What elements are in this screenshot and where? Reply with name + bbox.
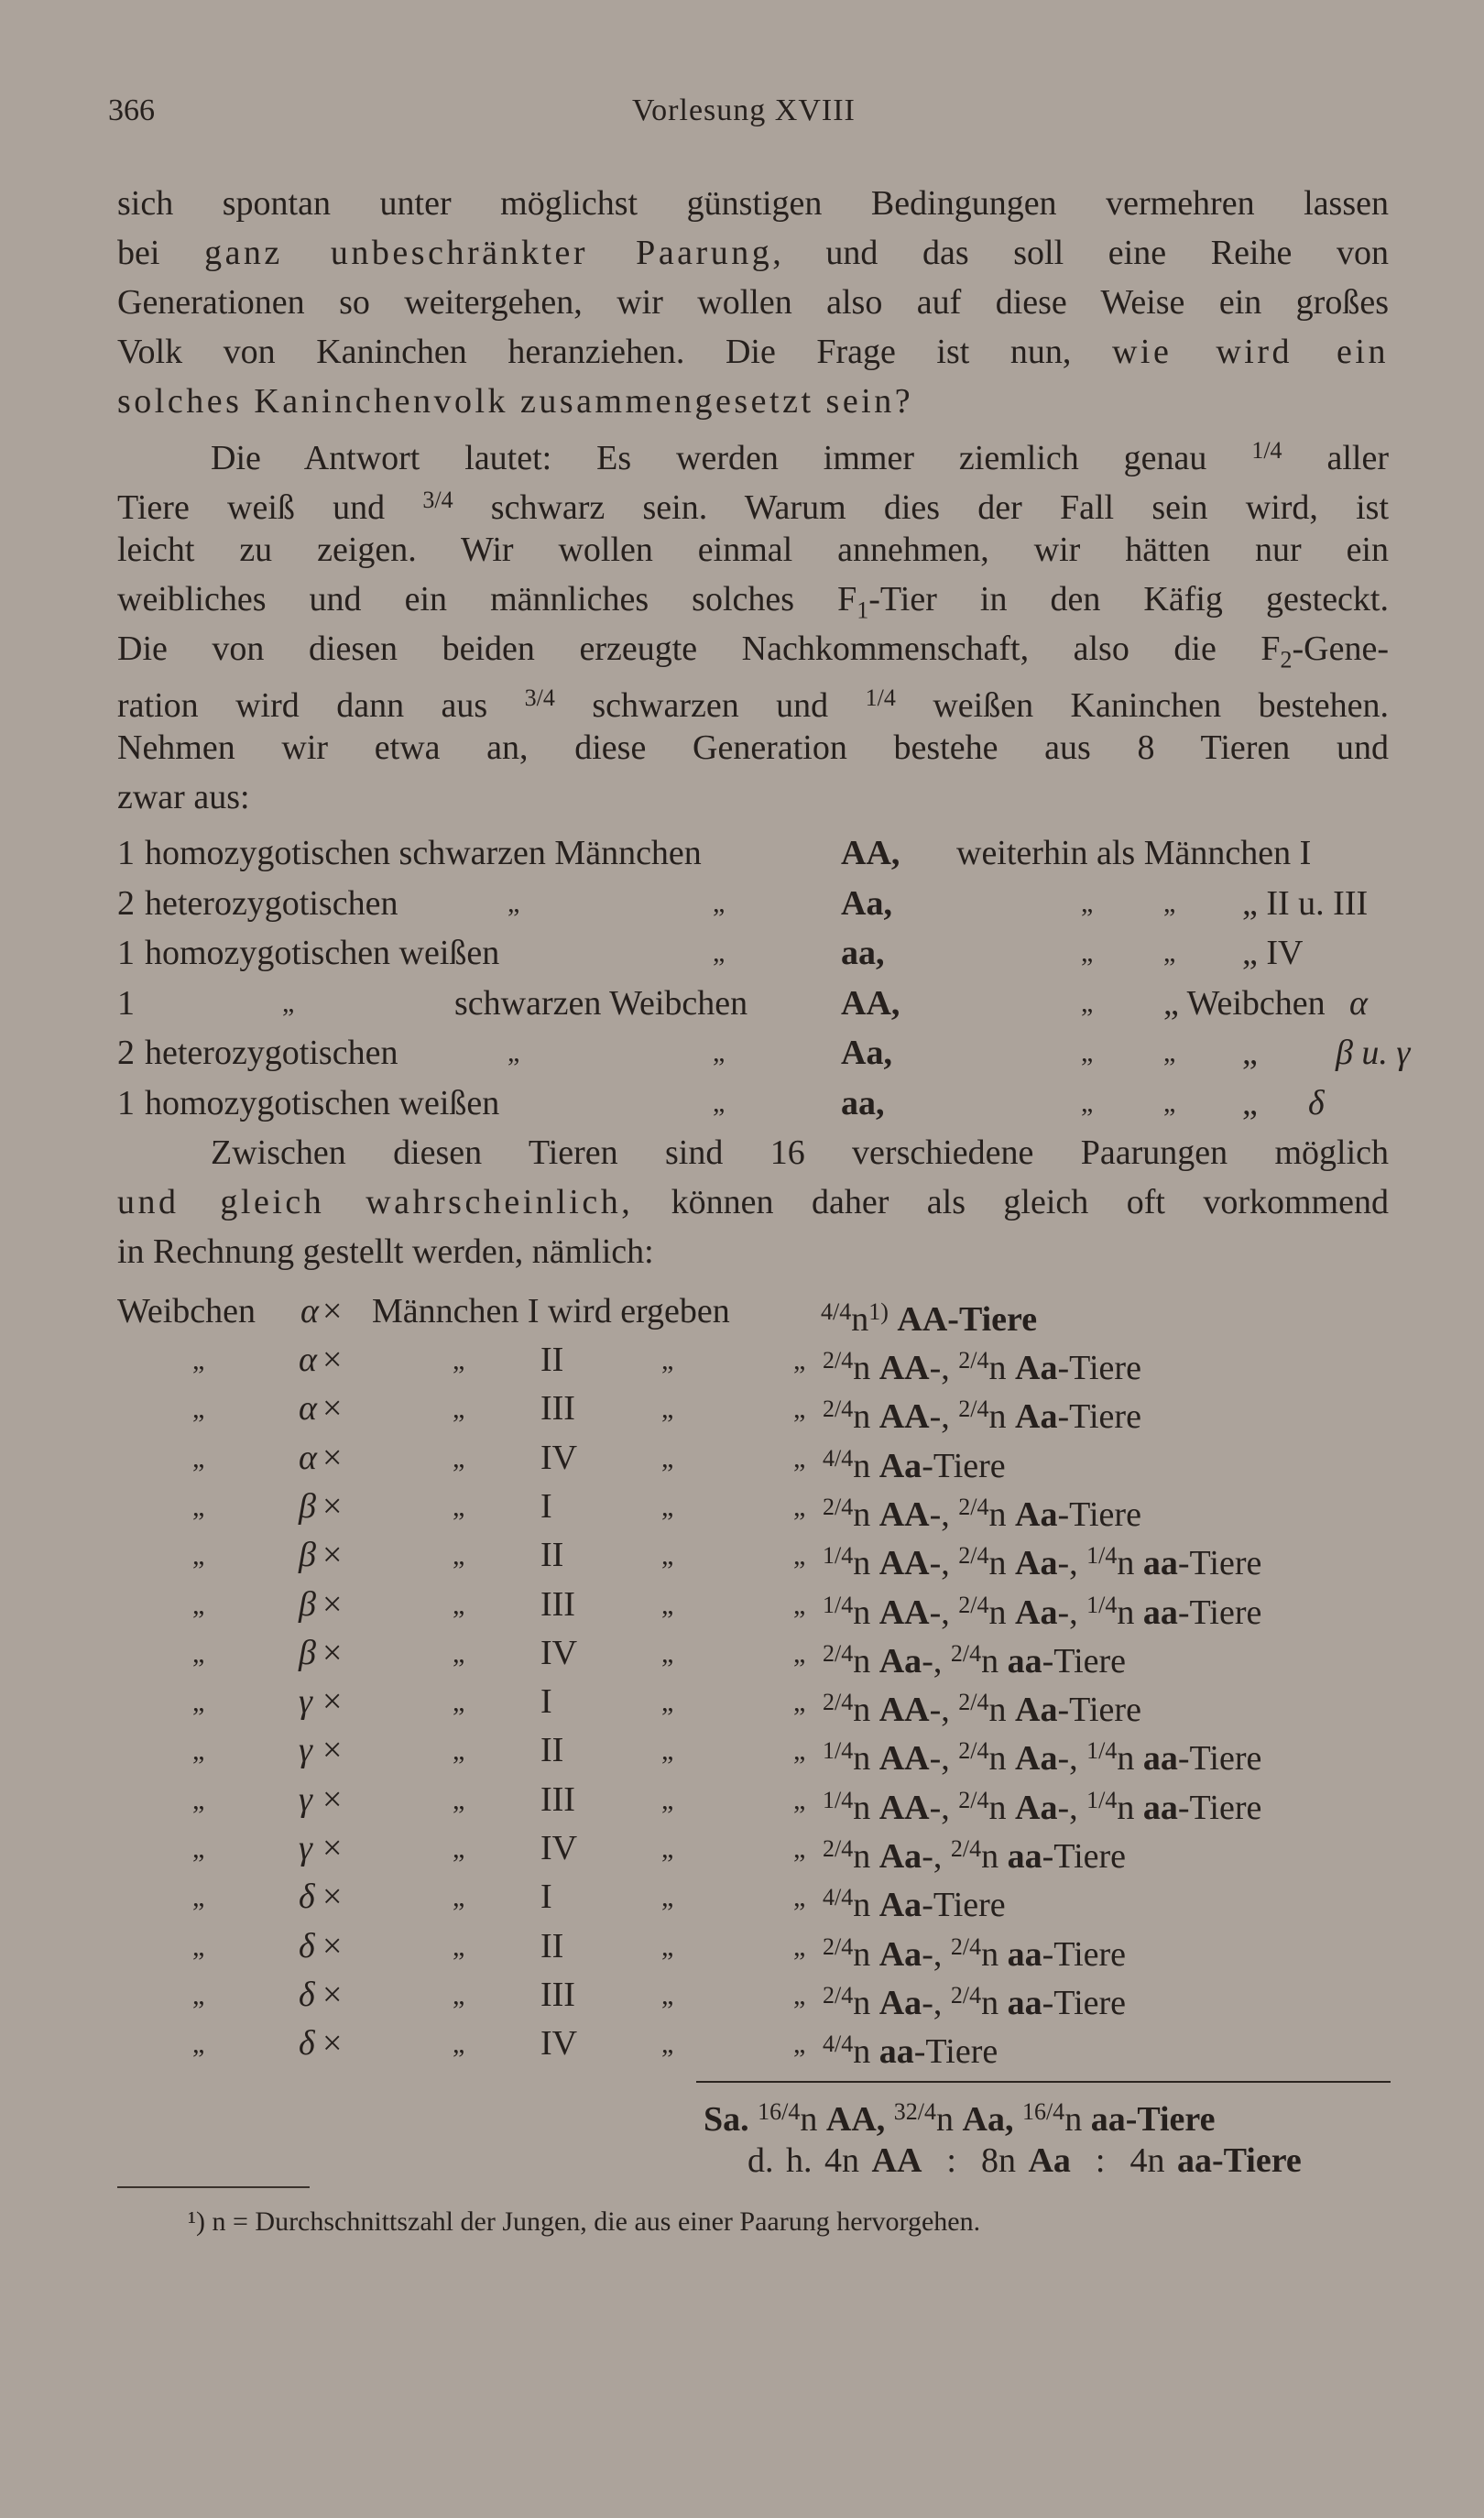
- cross-sign: ×: [322, 1486, 343, 1526]
- ditto-mark: „: [453, 1394, 465, 1425]
- cross-sign: ×: [322, 1536, 343, 1575]
- cross-row: [117, 1434, 1400, 1483]
- ditto-mark: „: [661, 1345, 674, 1375]
- animal-count: 2: [117, 883, 135, 923]
- animal-count: 2: [117, 1034, 135, 1072]
- cross-sign: ×: [322, 1926, 343, 1965]
- text-line: leicht zu zeigen. Wir wollen einmal annehmen, wir hätten nur ein: [117, 531, 1389, 569]
- text-line: Nehmen wir etwa an, diese Generation bestehe aus 8 Tieren und: [117, 728, 1389, 767]
- ditto-mark: „: [1081, 1087, 1094, 1118]
- ditto-mark: „: [793, 1784, 806, 1815]
- cross-result: $^{2/4}$n AA-, $^{2/4}$n Aa-Tiere: [823, 1347, 1141, 1387]
- genotype: aa,: [841, 934, 885, 972]
- cross-row: [117, 1824, 1400, 1876]
- text-line: bei ganz unbeschränkter Paarung, und das soll eine Reihe von: [117, 234, 1389, 272]
- female-greek: γ: [299, 1779, 312, 1819]
- ditto-mark: „: [1081, 937, 1094, 968]
- ditto-mark: „: [793, 1394, 806, 1425]
- ditto-mark: „: [793, 1540, 806, 1571]
- ditto-mark: „: [453, 1687, 465, 1718]
- animal-desc: heterozygotischen: [145, 1034, 398, 1072]
- cross-sign: ×: [322, 1779, 343, 1819]
- cross-row: [117, 1922, 1400, 1974]
- greek-label: α: [1349, 983, 1368, 1023]
- ditto-mark: „: [1163, 1037, 1176, 1067]
- ditto-mark: „: [661, 1882, 674, 1913]
- animal-desc: schwarzen Weibchen: [454, 983, 748, 1023]
- ditto-mark: „: [661, 1979, 674, 2010]
- animal-row: [117, 1028, 1411, 1078]
- cross-row: [117, 1531, 1400, 1583]
- text-line: Tiere weiß und $^{3/4}$ schwarz sein. Warum dies der Fall sein wird, ist: [117, 487, 1390, 527]
- male-numeral: II: [540, 1731, 564, 1770]
- ditto-mark: „: [453, 1931, 465, 1962]
- cross-sign: ×: [322, 1731, 343, 1770]
- male-numeral: II: [540, 1536, 564, 1575]
- cross-result: $^{4/4}$n Aa-Tiere: [823, 1884, 1006, 1925]
- genotype: AA,: [841, 834, 900, 872]
- ditto-mark: „: [453, 1589, 465, 1620]
- female-greek: β: [299, 1536, 316, 1575]
- female-greek: γ: [299, 1731, 312, 1770]
- cross-row: [117, 1873, 1400, 1925]
- ditto-mark: „: [453, 1345, 465, 1375]
- ditto-mark: „: [192, 1687, 205, 1718]
- cross-row: [117, 1971, 1400, 2020]
- sum-rule: [696, 2081, 1391, 2083]
- animal-label: weiterhin als Männchen I: [956, 834, 1312, 872]
- male-numeral: IV: [540, 2024, 578, 2064]
- cross-result: $^{2/4}$n Aa-, $^{2/4}$n aa-Tiere: [823, 1835, 1127, 1876]
- genotype: Aa,: [841, 883, 892, 923]
- ditto-mark: „: [507, 1037, 520, 1067]
- animal-desc: heterozygotischen: [145, 883, 398, 923]
- fraction: 1/4: [1251, 437, 1282, 464]
- footnote-rule: [117, 2186, 310, 2188]
- male-numeral: III: [540, 1584, 575, 1624]
- animal-label: „ IV: [1242, 934, 1304, 972]
- ditto-mark: „: [192, 2029, 205, 2060]
- ditto-mark: „: [793, 1834, 806, 1864]
- ditto-mark: „: [1081, 987, 1094, 1018]
- genotype: Aa,: [841, 1034, 892, 1072]
- ditto-mark: „: [661, 1491, 674, 1522]
- ditto-mark: „: [453, 1784, 465, 1815]
- ditto-mark: „: [661, 1589, 674, 1620]
- cross-row: [117, 1776, 1400, 1827]
- cross-result: $^{2/4}$n Aa-, $^{2/4}$n aa-Tiere: [823, 1981, 1127, 2022]
- cross-result: $^{1/4}$n AA-, $^{2/4}$n Aa-, $^{1/4}$n aa-Tiere: [823, 1737, 1262, 1779]
- fraction: 3/4: [422, 487, 453, 513]
- animal-row: [117, 828, 1400, 878]
- text-line: zwar aus:: [117, 778, 250, 816]
- cross-result: $^{2/4}$n AA-, $^{2/4}$n Aa-Tiere: [823, 1396, 1141, 1437]
- male-numeral: II: [540, 1926, 564, 1965]
- male-numeral: I: [540, 1486, 552, 1526]
- ditto-mark: „: [192, 1637, 205, 1669]
- male-numeral: IV: [540, 1829, 578, 1867]
- ditto-mark: „: [1081, 1037, 1094, 1067]
- fraction: 3/4: [524, 684, 555, 711]
- text-line: ration wird dann aus $^{3/4}$ schwarzen und $^{1/4}$ weißen Kaninchen bestehen.: [117, 684, 1390, 725]
- cross-row: Weibchen α × Männchen I wird ergeben $^{4/4}n^{1)}$ AA-Tiere: [117, 1292, 1038, 1339]
- cross-sign: ×: [322, 1584, 343, 1624]
- ditto-mark: „: [661, 2029, 674, 2060]
- text-line: sich spontan unter möglichst günstigen Bedingungen vermehren lassen: [117, 184, 1389, 223]
- genotype: aa,: [841, 1083, 885, 1122]
- ditto-mark: „: [453, 1491, 465, 1522]
- animal-desc: homozygotischen weißen: [145, 934, 500, 972]
- female-greek: γ: [299, 1829, 312, 1867]
- ditto-mark: „: [1163, 887, 1176, 918]
- male-numeral: IV: [540, 1438, 578, 1477]
- male-numeral: I: [540, 1682, 552, 1722]
- animal-label: „ Weibchen: [1163, 983, 1326, 1023]
- cross-result: $^{2/4}$n Aa-, $^{2/4}$n aa-Tiere: [823, 1932, 1127, 1974]
- female-greek: α: [299, 1438, 317, 1477]
- female-greek: δ: [299, 1878, 315, 1917]
- female-greek: β: [299, 1633, 316, 1672]
- animal-count: 1: [117, 934, 135, 972]
- female-greek: δ: [299, 2024, 315, 2064]
- ditto-mark: „: [793, 1345, 806, 1375]
- animal-row: [117, 879, 1400, 928]
- text-line: Zwischen diesen Tieren sind 16 verschiedene Paarungen möglich: [211, 1133, 1389, 1172]
- animal-label: „: [1242, 1083, 1258, 1122]
- cross-row: [117, 1483, 1400, 1534]
- ditto-mark: „: [453, 1834, 465, 1864]
- text-line: Volk von Kaninchen heranziehen. Die Frage ist nun, wie wird ein: [117, 333, 1389, 371]
- male-numeral: I: [540, 1878, 552, 1917]
- cross-result: $^{1/4}$n AA-, $^{2/4}$n Aa-, $^{1/4}$n aa-Tiere: [823, 1542, 1262, 1583]
- footnote: ¹) n = Durchschnittszahl der Jungen, die aus einer Paarung hervorgehen.: [188, 2206, 981, 2237]
- ditto-mark: „: [453, 1442, 465, 1473]
- text-line: und gleich wahrscheinlich, können daher als gleich oft vorkommend: [117, 1183, 1389, 1221]
- ditto-mark: „: [793, 2029, 806, 2060]
- animal-count: 1: [117, 1083, 135, 1122]
- male-numeral: II: [540, 1341, 564, 1379]
- ditto-mark: „: [453, 1979, 465, 2010]
- ditto-mark: „: [1081, 887, 1094, 918]
- cross-sign: ×: [322, 2024, 343, 2064]
- ditto-mark: „: [192, 1882, 205, 1913]
- ditto-mark: „: [453, 1882, 465, 1913]
- female-greek: δ: [299, 1975, 315, 2014]
- ditto-mark: „: [192, 1589, 205, 1620]
- ditto-mark: „: [453, 2029, 465, 2060]
- ditto-mark: „: [507, 887, 520, 918]
- cross-sign: ×: [322, 1341, 343, 1379]
- ditto-mark: „: [282, 987, 295, 1018]
- cross-result: $^{2/4}$n Aa-, $^{2/4}$n aa-Tiere: [823, 1639, 1127, 1680]
- cross-result: $^{1/4}$n AA-, $^{2/4}$n Aa-, $^{1/4}$n aa-Tiere: [823, 1591, 1262, 1632]
- text-line: Generationen so weitergehen, wir wollen also auf diese Weise ein großes: [117, 283, 1389, 322]
- cross-result: $^{1/4}$n AA-, $^{2/4}$n Aa-, $^{1/4}$n aa-Tiere: [823, 1786, 1262, 1827]
- ditto-mark: „: [1163, 1087, 1176, 1118]
- animal-desc: homozygotischen weißen: [145, 1083, 500, 1122]
- ditto-mark: „: [661, 1637, 674, 1669]
- cross-row: [117, 2020, 1400, 2072]
- ditto-mark: „: [192, 1345, 205, 1375]
- ditto-mark: „: [713, 1037, 726, 1067]
- ditto-mark: „: [793, 1979, 806, 2010]
- ditto-mark: „: [192, 1540, 205, 1571]
- ditto-mark: „: [453, 1637, 465, 1669]
- female-greek: α: [299, 1341, 317, 1379]
- text-line: Die Antwort lautet: Es werden immer ziemlich genau $^{1/4}$ aller: [211, 437, 1389, 477]
- ditto-mark: „: [713, 1087, 726, 1118]
- ditto-mark: „: [453, 1735, 465, 1767]
- ditto-mark: „: [192, 1979, 205, 2010]
- ditto-mark: „: [192, 1784, 205, 1815]
- ditto-mark: „: [793, 1687, 806, 1718]
- ditto-mark: „: [713, 937, 726, 968]
- cross-row: [117, 1385, 1400, 1437]
- female-greek: β: [299, 1486, 316, 1526]
- ditto-mark: „: [661, 1394, 674, 1425]
- ditto-mark: „: [661, 1834, 674, 1864]
- ditto-mark: „: [661, 1540, 674, 1571]
- cross-row: [117, 1678, 1400, 1730]
- text-line: solches Kaninchenvolk zusammengesetzt sein?: [117, 382, 914, 421]
- animal-label: „: [1242, 1034, 1258, 1072]
- ditto-mark: „: [661, 1442, 674, 1473]
- ditto-mark: „: [661, 1931, 674, 1962]
- cross-sign: ×: [322, 1829, 343, 1867]
- ditto-mark: „: [793, 1637, 806, 1669]
- greek-label: β u. γ: [1336, 1034, 1411, 1072]
- cross-sign: ×: [322, 1682, 343, 1722]
- sum-row: Sa. $^{16/4}$n AA, $^{32/4}$n Aa, $^{16/4}$n aa-Tiere: [704, 2098, 1216, 2139]
- animal-desc: homozygotischen schwarzen Männchen: [145, 834, 702, 872]
- ratio-row: d. h. 4n AA : 8n Aa : 4n aa-Tiere: [747, 2141, 1302, 2180]
- ditto-mark: „: [192, 1735, 205, 1767]
- cross-row: [117, 1336, 1400, 1385]
- ditto-mark: „: [192, 1931, 205, 1962]
- cross-row: [117, 1726, 1400, 1779]
- ditto-mark: „: [793, 1491, 806, 1522]
- text-line: weibliches und ein männliches solches $F_1$-Tier in den Käfig gesteckt.: [117, 580, 1389, 624]
- animal-row: [117, 979, 1400, 1028]
- female-greek: δ: [299, 1926, 315, 1965]
- ditto-mark: „: [1163, 937, 1176, 968]
- female-greek: β: [299, 1584, 316, 1624]
- cross-result: $^{2/4}$n AA-, $^{2/4}$n Aa-Tiere: [823, 1493, 1141, 1534]
- animal-count: 1: [117, 983, 135, 1023]
- cross-sign: ×: [322, 1389, 343, 1429]
- ditto-mark: „: [713, 887, 726, 918]
- ditto-mark: „: [793, 1735, 806, 1767]
- ditto-mark: „: [661, 1687, 674, 1718]
- male-numeral: III: [540, 1389, 575, 1429]
- greek-label: δ: [1308, 1083, 1325, 1122]
- cross-row: [117, 1581, 1400, 1632]
- male-numeral: IV: [540, 1633, 578, 1672]
- page-number: 366: [108, 93, 155, 127]
- ditto-mark: „: [661, 1735, 674, 1767]
- animal-count: 1: [117, 834, 135, 872]
- fraction: 1/4: [865, 684, 896, 711]
- female-greek: α: [299, 1389, 317, 1429]
- animal-row: [117, 928, 1400, 978]
- cross-result: $^{4/4}$n aa-Tiere: [823, 2031, 998, 2072]
- male-numeral: III: [540, 1975, 575, 2014]
- cross-sign: ×: [322, 1878, 343, 1917]
- ditto-mark: „: [661, 1784, 674, 1815]
- animal-row: [117, 1078, 1400, 1128]
- ditto-mark: „: [793, 1931, 806, 1962]
- female-greek: γ: [299, 1682, 312, 1722]
- cross-sign: ×: [322, 1633, 343, 1672]
- text-line: in Rechnung gestellt werden, nämlich:: [117, 1232, 654, 1271]
- text-line: Die von diesen beiden erzeugte Nachkommenschaft, also die $F_2-Gene-$: [117, 630, 1389, 673]
- cross-row: [117, 1629, 1400, 1678]
- ditto-mark: „: [192, 1491, 205, 1522]
- ditto-mark: „: [192, 1442, 205, 1473]
- cross-result: $^{4/4}$n Aa-Tiere: [823, 1444, 1006, 1485]
- ditto-mark: „: [793, 1882, 806, 1913]
- ditto-mark: „: [192, 1394, 205, 1425]
- cross-sign: ×: [322, 1975, 343, 2014]
- running-title: Vorlesung XVIII: [632, 93, 856, 127]
- male-numeral: III: [540, 1779, 575, 1819]
- animal-label: „ II u. III: [1242, 883, 1369, 923]
- ditto-mark: „: [192, 1834, 205, 1864]
- cross-sign: ×: [322, 1438, 343, 1477]
- ditto-mark: „: [453, 1540, 465, 1571]
- genotype: AA,: [841, 983, 900, 1023]
- cross-result: $^{2/4}$n AA-, $^{2/4}$n Aa-Tiere: [823, 1689, 1141, 1730]
- ditto-mark: „: [793, 1442, 806, 1473]
- ditto-mark: „: [793, 1589, 806, 1620]
